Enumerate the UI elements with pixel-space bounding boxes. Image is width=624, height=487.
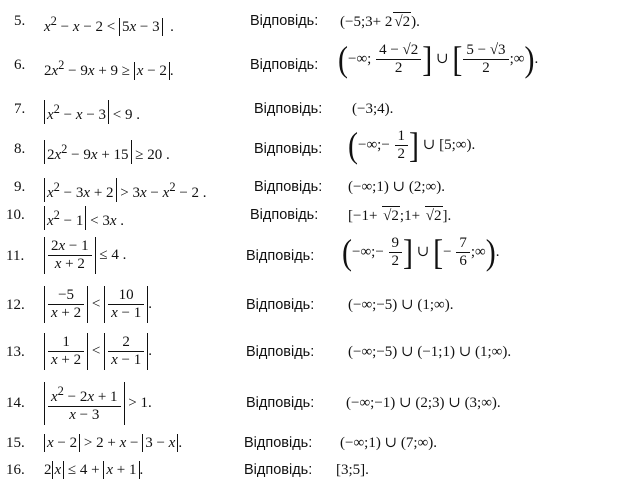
inequality: $x^2 - 3x + 2 > 3x - x^2 - 2$ .: [44, 178, 207, 202]
answer: (−∞;1) ∪ (7;∞).: [340, 435, 437, 451]
inequality: $x^2 - x - 2 < 5x - 3$ .: [44, 14, 174, 35]
inequality: $\frac{-5}{x + 2}$ < $\frac{10}{x - 1}$ .: [44, 286, 152, 323]
answer-label: Відповідь:: [250, 207, 319, 223]
answer-label: Відповідь:: [244, 435, 313, 451]
problem-number: 7.: [14, 101, 26, 117]
inequality: 2 x ≤ 4 + x + 1 .: [44, 462, 144, 478]
answer-label: Відповідь:: [254, 141, 323, 157]
answer: (−∞;−5) ∪ (1;∞).: [348, 297, 454, 313]
problem-number: 9.: [14, 179, 26, 195]
inequality: $\frac{1}{x + 2}$ < $\frac{2}{x - 1}$ .: [44, 333, 152, 370]
answer-label: Відповідь:: [254, 101, 323, 117]
problem-number: 8.: [14, 141, 26, 157]
answer-label: Відповідь:: [254, 179, 323, 195]
answer: (−5;3+ 2 √2).: [340, 14, 420, 30]
answer: [−1+ √2;1+ √2].: [348, 208, 452, 224]
answer: (−∞;−5) ∪ (−1;1) ∪ (1;∞).: [348, 344, 512, 360]
answer-label: Відповідь:: [250, 13, 319, 29]
answer: (−∞;1) ∪ (2;∞).: [348, 179, 445, 195]
inequality: x − 2 > 2 + x − 3 − x .: [44, 434, 182, 452]
problem-number: 5.: [14, 13, 26, 29]
answer-label: Відповідь:: [250, 57, 319, 73]
problem-number: 10.: [6, 207, 25, 223]
answer-label: Відповідь:: [246, 344, 315, 360]
answer: [3;5].: [336, 462, 369, 478]
answer: (−∞;− $\frac{9}{2}$ ] ∪ [− $\frac{7}{6}$ ;∞).: [342, 232, 500, 272]
answer-label: Відповідь:: [246, 297, 315, 313]
inequality: $x^2 - x - 3 < 9$ .: [44, 100, 140, 124]
answer: (−3;4).: [352, 101, 394, 117]
answer-label: Відповідь:: [246, 248, 315, 264]
answer-label: Відповідь:: [244, 462, 313, 478]
problem-number: 6.: [14, 57, 26, 73]
problem-number: 13.: [6, 344, 25, 360]
inequality: $2x^2 - 9x + 9 \ge x - 2$ .: [44, 58, 174, 79]
problem-number: 15.: [6, 435, 25, 451]
answer: (−∞;− $\frac{1}{2}$ ] ∪ [5;∞).: [348, 125, 476, 165]
answer: (−∞;−1) ∪ (2;3) ∪ (3;∞).: [346, 395, 501, 411]
inequality: $\frac{2x - 1}{x + 2}$ ≤ 4 .: [44, 237, 126, 274]
inequality: $\frac{x^2 - 2x + 1}{x - 3}$ > 1.: [44, 382, 152, 425]
problem-number: 12.: [6, 297, 25, 313]
inequality: $x^2 - 1 < 3x$ .: [44, 206, 124, 230]
problem-number: 14.: [6, 395, 25, 411]
problem-number: 16.: [6, 462, 25, 478]
inequality: $2x^2 - 9x + 15 \ge 20$ .: [44, 140, 170, 164]
answer-label: Відповідь:: [246, 395, 315, 411]
answer: (−∞; $\frac{4 - √2}{2}$ ] ∪ [ $\frac{5 - √3}{2}$ ;∞).: [338, 39, 539, 79]
problem-number: 11.: [6, 248, 25, 264]
